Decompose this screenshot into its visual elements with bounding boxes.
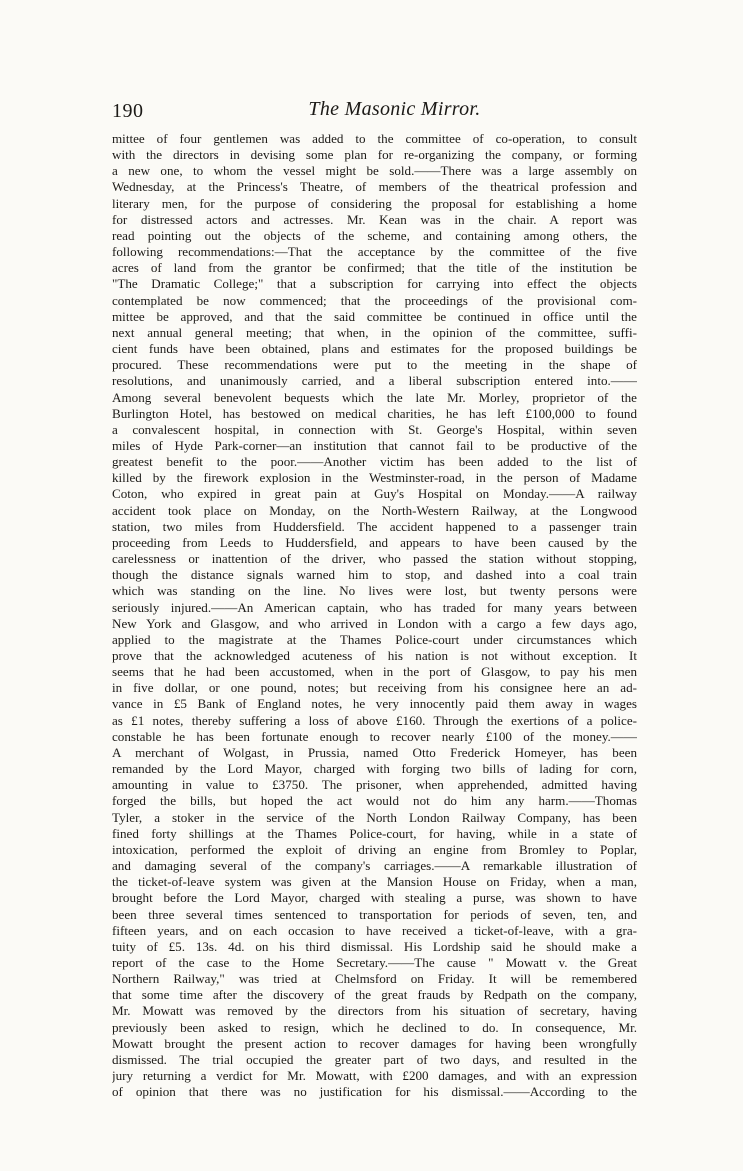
text-line: been three several times sentenced to transportation for periods of seven, ten, and xyxy=(112,906,637,922)
text-line: which was standing on the line. No lives were lost, but twenty persons were xyxy=(112,583,637,599)
text-line: that some time after the discovery of the great frauds by Redpath on the company, xyxy=(112,987,637,1003)
text-line: following recommendations:—That the acceptance by the committee of the five xyxy=(112,244,637,260)
text-line: Tyler, a stoker in the service of the North London Railway Company, has been xyxy=(112,809,637,825)
text-line: in five dollar, or one pound, notes; but receiving from his consignee here an ad- xyxy=(112,680,637,696)
text-line: seriously injured.——An American captain, who has traded for many years between xyxy=(112,599,637,615)
text-line: Northern Railway," was tried at Chelmsford on Friday. It will be remembered xyxy=(112,971,637,987)
text-line: Burlington Hotel, has bestowed on medical charities, he has left £100,000 to found xyxy=(112,405,637,421)
text-line: intoxication, performed the exploit of driving an engine from Bromley to Poplar, xyxy=(112,841,637,857)
page-number: 190 xyxy=(112,100,144,122)
text-line: cient funds have been obtained, plans and estimates for the proposed buildings be xyxy=(112,341,637,357)
text-line: report of the case to the Home Secretary.——The cause " Mowatt v. the Great xyxy=(112,954,637,970)
text-line: Among several benevolent bequests which the late Mr. Morley, proprietor of the xyxy=(112,389,637,405)
page-header xyxy=(112,98,637,130)
text-line: jury returning a verdict for Mr. Mowatt, with £200 damages, and with an expression xyxy=(112,1068,637,1084)
text-line: miles of Hyde Park-corner—an institution that cannot fail to be productive of the xyxy=(112,437,637,453)
text-line: proceeding from Leeds to Huddersfield, and appears to have been caused by the xyxy=(112,534,637,550)
text-line: the ticket-of-leave system was given at the Mansion House on Friday, when a man, xyxy=(112,874,637,890)
text-line: a convalescent hospital, in connection with St. George's Hospital, within seven xyxy=(112,421,637,437)
text-line: read pointing out the objects of the scheme, and containing among others, the xyxy=(112,227,637,243)
text-line: acres of land from the grantor be confirmed; that the title of the institution be xyxy=(112,260,637,276)
body-text xyxy=(112,131,637,1100)
text-line: A merchant of Wolgast, in Prussia, named Otto Frederick Homeyer, has been xyxy=(112,744,637,760)
text-line: fined forty shillings at the Thames Police-court, for having, while in a state of xyxy=(112,825,637,841)
text-line: a new one, to whom the vessel might be sold.——There was a large assembly on xyxy=(112,163,637,179)
text-line: vance in £5 Bank of England notes, he very innocently paid them away in wages xyxy=(112,696,637,712)
text-line: amounting in value to £3750. The prisoner, when apprehended, admitted having xyxy=(112,777,637,793)
text-line: carelessness or inattention of the driver, who passed the station without stopping, xyxy=(112,551,637,567)
text-line: killed by the firework explosion in the Westminster-road, in the person of Madame xyxy=(112,470,637,486)
text-line: greatest benefit to the poor.——Another victim has been added to the list of xyxy=(112,454,637,470)
text-line: next annual general meeting; that when, in the opinion of the committee, suffi- xyxy=(112,324,637,340)
text-line: prove that the acknowledged acuteness of his nation is not without exception. It xyxy=(112,648,637,663)
text-line: applied to the magistrate at the Thames Police-court under circumstances which xyxy=(112,631,637,647)
text-line: with the directors in devising some plan for re-organizing the company, or forming xyxy=(112,147,637,163)
running-title: The Masonic Mirror. xyxy=(308,98,481,120)
text-line: Coton, who expired in great pain at Guy's Hospital on Monday.——A railway xyxy=(112,486,637,502)
text-line: tuity of £5. 13s. 4d. on his third dismissal. His Lordship said he should make a xyxy=(112,938,637,954)
text-line: contemplated be now commenced; that the proceedings of the provisional com- xyxy=(112,292,637,308)
text-line: brought before the Lord Mayor, charged with stealing a purse, was shown to have xyxy=(112,890,637,906)
text-line: resolutions, and unanimously carried, and a liberal subscription entered into.—— xyxy=(112,373,637,389)
text-line: station, two miles from Huddersfield. The accident happened to a passenger train xyxy=(112,518,637,534)
text-line: accident took place on Monday, on the North-Western Railway, at the Longwood xyxy=(112,502,637,518)
text-line: for distressed actors and actresses. Mr. Kean was in the chair. A report was xyxy=(112,211,637,227)
text-line: procured. These recommendations were put to the meeting in the shape of xyxy=(112,357,637,373)
text-line: literary men, for the purpose of considering the proposal for establishing a home xyxy=(112,195,637,211)
text-line: "The Dramatic College;" that a subscription for carrying into effect the objects xyxy=(112,276,637,292)
text-line: and damaging several of the company's carriages.——A remarkable illustration of xyxy=(112,858,637,874)
text-line: mittee be approved, and that the said committee be continued in office until the xyxy=(112,308,637,324)
text-line: seems that he had been accustomed, when in the port of Glasgow, to pay his men xyxy=(112,664,637,680)
text-line: Mowatt brought the present action to recover damages for having been wrongfully xyxy=(112,1035,637,1051)
text-line: dismissed. The trial occupied the greater part of two days, and resulted in the xyxy=(112,1051,637,1067)
text-line: Wednesday, at the Princess's Theatre, of members of the theatrical profession and xyxy=(112,179,637,195)
text-line: though the distance signals warned him to stop, and dashed into a coal train xyxy=(112,567,637,583)
text-line: mittee of four gentlemen was added to the committee of co-operation, to consult xyxy=(112,131,637,146)
text-line: Mr. Mowatt was removed by the directors from his situation of secretary, having xyxy=(112,1003,637,1019)
text-line: fifteen years, and on each occasion to have received a ticket-of-leave, with a gra- xyxy=(112,922,637,938)
text-line: constable he has been fortunate enough to recover nearly £100 of the money.—— xyxy=(112,728,637,744)
text-line: as £1 notes, thereby suffering a loss of above £160. Through the exertions of a police- xyxy=(112,712,637,728)
text-line: remanded by the Lord Mayor, charged with forging two bills of lading for corn, xyxy=(112,761,637,777)
text-line: previously been asked to resign, which he declined to do. In consequence, Mr. xyxy=(112,1019,637,1035)
text-line: of opinion that there was no justification for his dismissal.——According to the xyxy=(112,1084,637,1100)
text-line: New York and Glasgow, and who arrived in London with a cargo a few days ago, xyxy=(112,615,637,631)
text-line: forged the bills, but hoped the act would not do him any harm.——Thomas xyxy=(112,793,637,809)
